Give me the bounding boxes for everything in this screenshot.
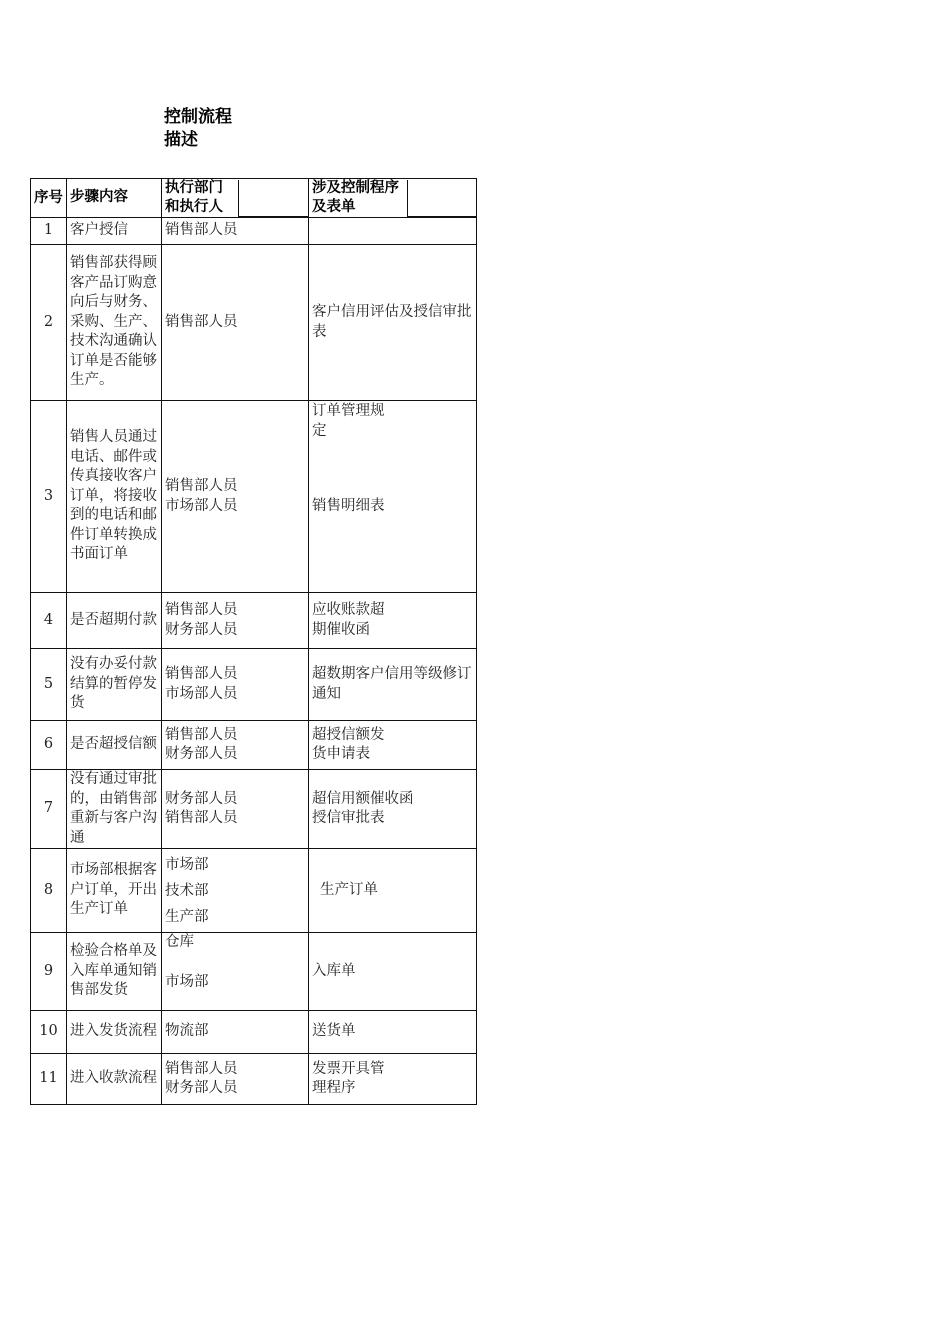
table-row [31, 770, 477, 849]
table-row [31, 933, 477, 1011]
row-dept [162, 933, 309, 1011]
control-flow-table [30, 178, 477, 1105]
row-step: 是否超期付款 [67, 593, 162, 649]
form-line: 超授信额发货申请表 [312, 726, 385, 762]
row-forms [309, 1011, 477, 1054]
form-line: 送货单 [312, 1023, 356, 1040]
header-forms-label: 涉及控制程序及表单 [312, 179, 399, 215]
dept-line: 市场部 [165, 973, 209, 990]
table-row [31, 649, 477, 721]
table-header-row [31, 179, 477, 218]
table-row [31, 1011, 477, 1054]
dept-line: 财务部人员 [165, 790, 238, 807]
form-line: 客户信用评估及授信审批表 [312, 304, 472, 340]
row-no: 10 [31, 1011, 67, 1054]
row-dept [162, 1011, 309, 1054]
form-line: 应收账款超期催收函 [312, 602, 385, 638]
form-line: 发票开具管理程序 [312, 1060, 385, 1096]
row-dept [162, 218, 309, 245]
dept-line: 销售部人员 [165, 810, 238, 826]
row-forms [309, 245, 477, 401]
form-line: 订单管理规定 [312, 403, 385, 439]
row-step: 进入发货流程 [67, 1011, 162, 1054]
form-line: 超信用额催收函 [312, 790, 414, 807]
page-title: 控制流程描述 [164, 107, 232, 150]
row-no: 4 [31, 593, 67, 649]
row-step: 检验合格单及入库单通知销售部发货 [67, 933, 162, 1011]
form-line: 超数期客户信用等级修订通知 [312, 666, 472, 702]
dept-line: 物流部 [165, 1023, 209, 1040]
header-no: 序号 [31, 179, 67, 218]
header-dept-label: 执行部门和执行人 [165, 179, 223, 215]
row-forms [309, 721, 477, 770]
table-row [31, 245, 477, 401]
dept-line: 市场部人员 [165, 497, 238, 514]
row-dept [162, 593, 309, 649]
row-dept [162, 1054, 309, 1105]
header-forms-subcell [407, 180, 476, 217]
row-forms [309, 1054, 477, 1105]
row-forms [309, 849, 477, 933]
table-row [31, 849, 477, 933]
dept-line: 财务部人员 [165, 621, 238, 638]
dept-line: 销售部人员 [165, 478, 238, 494]
row-no: 2 [31, 245, 67, 401]
row-step: 销售部获得顾客产品订购意向后与财务、采购、生产、技术沟通确认订单是否能够生产。 [67, 245, 162, 401]
row-no: 3 [31, 401, 67, 593]
table-row [31, 401, 477, 593]
row-step: 是否超授信额 [67, 721, 162, 770]
row-step: 没有办妥付款结算的暂停发货 [67, 649, 162, 721]
row-dept [162, 770, 309, 849]
row-dept [162, 401, 309, 593]
dept-line: 销售部人员 [165, 1060, 238, 1077]
row-forms [309, 933, 477, 1011]
dept-line: 生产部 [165, 908, 209, 925]
dept-line: 财务部人员 [165, 746, 238, 762]
row-no: 7 [31, 770, 67, 849]
dept-line: 销售部人员 [165, 666, 238, 682]
row-no: 9 [31, 933, 67, 1011]
dept-line: 销售部人员 [165, 602, 238, 618]
form-line: 授信审批表 [312, 810, 385, 826]
row-dept [162, 245, 309, 401]
dept-line: 财务部人员 [165, 1080, 238, 1096]
row-forms [309, 593, 477, 649]
row-dept [162, 721, 309, 770]
dept-line: 市场部 [165, 856, 209, 873]
row-dept [162, 649, 309, 721]
header-forms [309, 179, 477, 218]
row-step: 销售人员通过电话、邮件或传真接收客户订单，将接收到的电话和邮件订单转换成书面订单 [67, 401, 162, 593]
row-no: 6 [31, 721, 67, 770]
row-forms [309, 770, 477, 849]
row-forms [309, 218, 477, 245]
row-no: 11 [31, 1054, 67, 1105]
header-dept [162, 179, 309, 218]
dept-line: 技术部 [165, 882, 209, 899]
row-dept [162, 849, 309, 933]
dept-line: 销售部人员 [165, 726, 238, 743]
form-line: 销售明细表 [312, 498, 385, 514]
row-no: 8 [31, 849, 67, 933]
row-no: 1 [31, 218, 67, 245]
row-forms [309, 401, 477, 593]
header-step: 步骤内容 [67, 179, 162, 218]
table-row [31, 721, 477, 770]
row-no: 5 [31, 649, 67, 721]
table-row [31, 218, 477, 245]
row-step: 进入收款流程 [67, 1054, 162, 1105]
row-step: 客户授信 [67, 218, 162, 245]
row-step: 没有通过审批的，由销售部重新与客户沟通 [67, 770, 162, 849]
header-dept-subcell [238, 180, 308, 217]
row-step: 市场部根据客户订单，开出生产订单 [67, 849, 162, 933]
row-forms [309, 649, 477, 721]
table-row [31, 1054, 477, 1105]
dept-line: 销售部人员 [165, 222, 238, 239]
table-row [31, 593, 477, 649]
dept-line: 市场部人员 [165, 685, 238, 702]
dept-line: 销售部人员 [165, 313, 238, 330]
dept-line: 仓库 [165, 934, 194, 950]
form-line: 入库单 [312, 962, 356, 979]
form-line: 生产订单 [320, 881, 378, 898]
